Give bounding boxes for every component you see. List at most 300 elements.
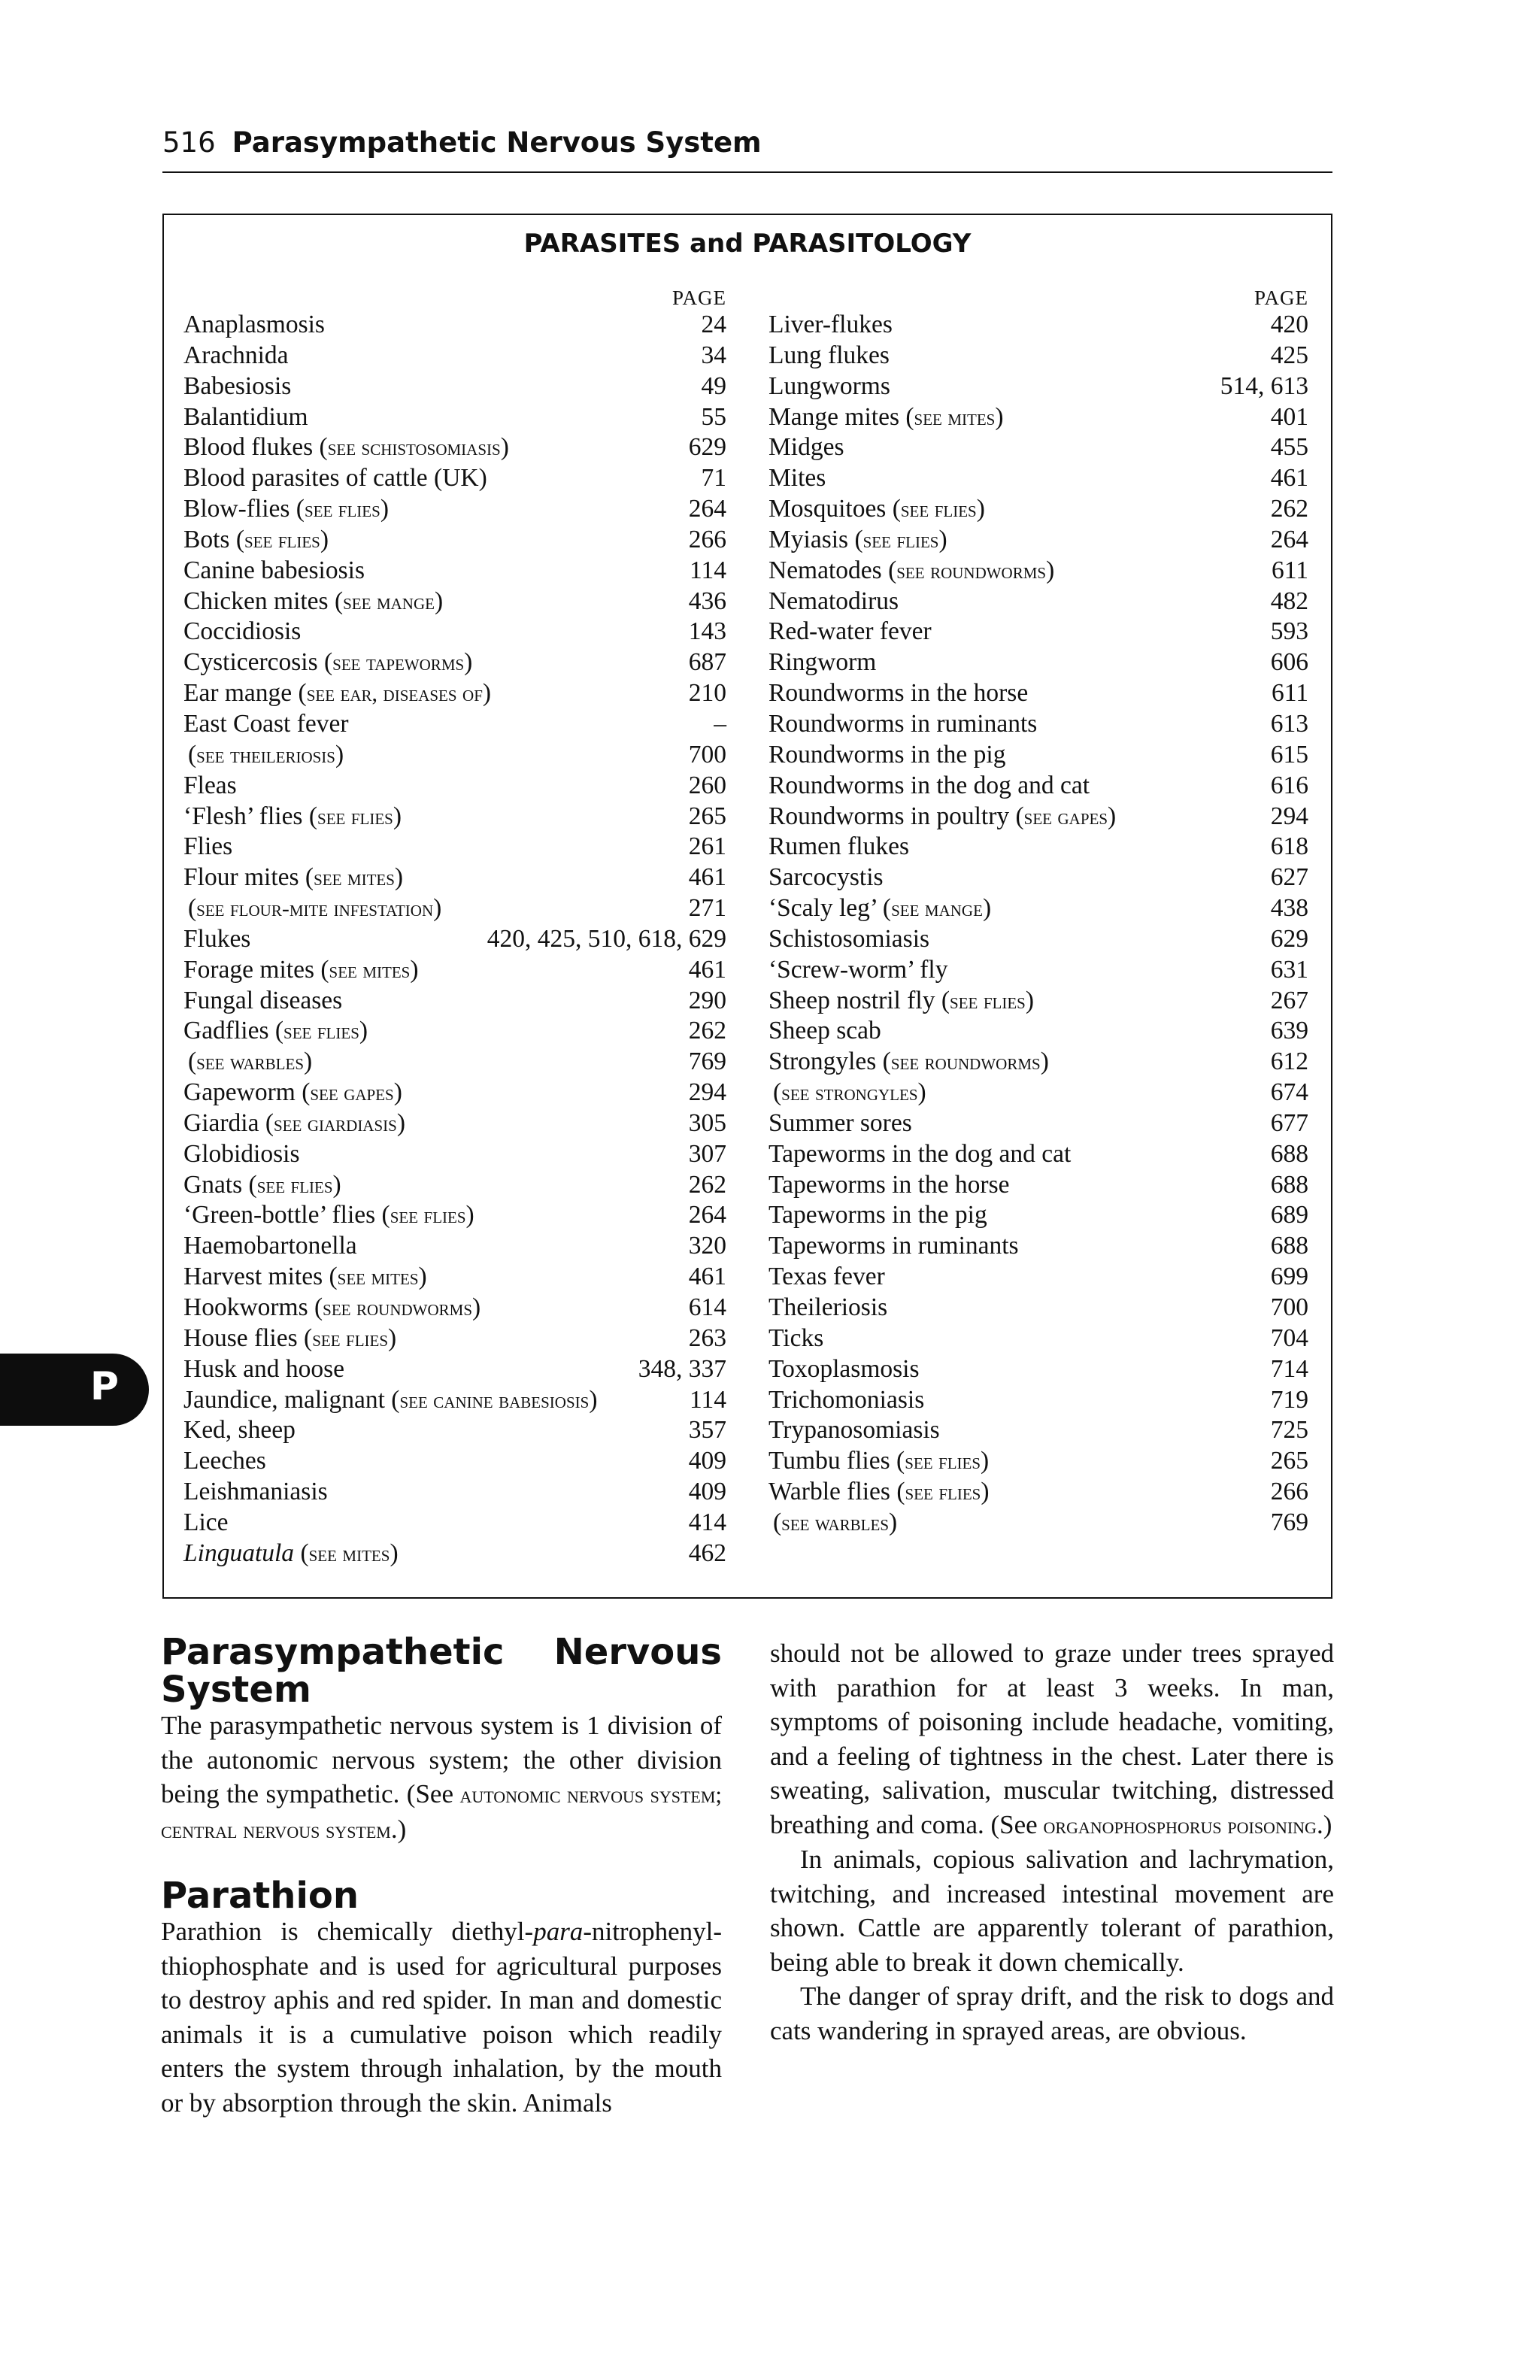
index-entry bbox=[768, 1385, 1308, 1416]
index-term: Ringworm bbox=[768, 648, 877, 677]
cross-reference: autonomic nervous system; central nervous system bbox=[161, 1781, 722, 1843]
index-entry bbox=[183, 1415, 726, 1446]
index-page-number: 631 bbox=[1270, 955, 1308, 984]
page-number: 516 bbox=[162, 126, 216, 159]
index-page-number: 611 bbox=[1271, 679, 1308, 708]
see-reference: see flies bbox=[304, 497, 380, 523]
index-term: Warble flies (see flies) bbox=[768, 1478, 990, 1506]
index-term: Gapeworm (see gapes) bbox=[183, 1078, 402, 1107]
index-term: Lice bbox=[183, 1508, 229, 1536]
see-reference: see warbles bbox=[196, 1050, 304, 1075]
index-term: Leeches bbox=[183, 1447, 266, 1475]
index-entry bbox=[183, 587, 726, 617]
index-entry bbox=[183, 1293, 726, 1323]
see-reference: see mange bbox=[891, 896, 983, 922]
index-term: Theileriosis bbox=[768, 1293, 888, 1321]
index-page-number: 700 bbox=[688, 740, 726, 769]
index-page-number: 271 bbox=[688, 894, 726, 923]
index-entry bbox=[183, 1385, 726, 1416]
index-page-number: 266 bbox=[1270, 1478, 1308, 1506]
index-entry bbox=[183, 986, 726, 1017]
see-reference: see canine babesiosis bbox=[399, 1387, 590, 1413]
index-term: Lung flukes bbox=[768, 341, 890, 369]
index-term: Flies bbox=[183, 832, 233, 861]
see-reference: see flies bbox=[900, 497, 977, 523]
index-page-number: 357 bbox=[688, 1416, 726, 1445]
index-entry bbox=[183, 1539, 726, 1569]
index-term: (see theileriosis) bbox=[188, 740, 344, 769]
index-page-number: 461 bbox=[688, 863, 726, 892]
index-entry bbox=[768, 1200, 1308, 1231]
see-reference: see flies bbox=[862, 527, 939, 553]
index-entry bbox=[183, 463, 726, 494]
index-entry bbox=[183, 1446, 726, 1477]
index-page-number: 462 bbox=[688, 1539, 726, 1567]
index-entry bbox=[183, 1078, 726, 1108]
see-reference: see theileriosis bbox=[196, 742, 335, 768]
index-entry bbox=[183, 341, 726, 371]
see-reference: see gapes bbox=[1023, 804, 1108, 829]
index-entry bbox=[183, 832, 726, 863]
article-paragraph: The danger of spray drift, and the risk to dogs and cats wandering in sprayed areas, are obvious. bbox=[770, 1981, 1334, 2045]
index-page-number: 71 bbox=[701, 464, 726, 493]
index-entry bbox=[768, 1016, 1308, 1047]
header-rule bbox=[162, 171, 1332, 173]
index-entry bbox=[768, 1108, 1308, 1139]
index-page-number: 674 bbox=[1270, 1078, 1308, 1107]
index-entry bbox=[183, 955, 726, 986]
index-term: Sheep scab bbox=[768, 1017, 881, 1045]
index-entry bbox=[183, 310, 726, 341]
index-page-number: 455 bbox=[1270, 433, 1308, 462]
index-term: Flour mites (see mites) bbox=[183, 863, 404, 892]
index-term: Tapeworms in the dog and cat bbox=[768, 1139, 1072, 1168]
see-reference: see giardiasis bbox=[273, 1111, 397, 1136]
article-body-parathion: Parathion is chemically diethyl-para-nitrophenyl-thiophosphate and is used for agricultural purposes to destroy aphis and red spider. In man and domestic animals it is a cumulative poison which readily enters the system through inhalation, by the mouth or by absorption through the skin. Animals bbox=[161, 1917, 722, 2118]
parasites-index-box bbox=[162, 214, 1332, 1599]
index-page-number: 307 bbox=[688, 1139, 726, 1168]
index-term: Anaplasmosis bbox=[183, 311, 325, 338]
index-page-number: 612 bbox=[1270, 1048, 1308, 1076]
index-page-number: 267 bbox=[1270, 986, 1308, 1014]
index-entry bbox=[768, 986, 1308, 1017]
index-term: Roundworms in the pig bbox=[768, 740, 1006, 769]
index-page-number: 700 bbox=[1270, 1293, 1308, 1321]
index-term: Myiasis (see flies) bbox=[768, 525, 947, 553]
index-term: Blow-flies (see flies) bbox=[183, 495, 389, 523]
index-page-number: 618 bbox=[1270, 832, 1308, 861]
index-page-number: 704 bbox=[1270, 1323, 1308, 1352]
index-entry bbox=[183, 863, 726, 893]
index-term: Mange mites (see mites) bbox=[768, 402, 1004, 431]
see-reference: see mites bbox=[308, 1541, 390, 1566]
index-page-number: 290 bbox=[688, 986, 726, 1014]
index-entry bbox=[183, 647, 726, 678]
index-term: ‘Green-bottle’ flies (see flies) bbox=[183, 1201, 474, 1229]
index-entry bbox=[183, 1477, 726, 1508]
index-term: Strongyles (see roundworms) bbox=[768, 1048, 1049, 1076]
see-reference: see roundworms bbox=[896, 558, 1047, 584]
index-term: Roundworms in poultry (see gapes) bbox=[768, 802, 1117, 830]
index-page-number: 616 bbox=[1270, 771, 1308, 799]
index-term: ‘Screw-worm’ fly bbox=[768, 955, 948, 984]
index-term: Globidiosis bbox=[183, 1139, 300, 1168]
index-term: Toxoplasmosis bbox=[768, 1354, 920, 1383]
index-page-number: 114 bbox=[689, 1385, 726, 1414]
index-term: Ear mange (see ear, diseases of) bbox=[183, 679, 492, 708]
index-entry bbox=[183, 1231, 726, 1262]
index-term: Texas fever bbox=[768, 1263, 885, 1291]
index-term: Linguatula (see mites) bbox=[183, 1539, 399, 1567]
index-term: Roundworms in ruminants bbox=[768, 709, 1038, 738]
index-term: Jaundice, malignant (see canine babesiosis) bbox=[183, 1385, 598, 1414]
index-page-number: 613 bbox=[1270, 709, 1308, 738]
see-reference: see roundworms bbox=[890, 1050, 1041, 1075]
index-entry bbox=[768, 1415, 1308, 1446]
index-entry bbox=[768, 647, 1308, 678]
index-term: ‘Flesh’ flies (see flies) bbox=[183, 802, 402, 830]
index-entry bbox=[768, 310, 1308, 341]
index-term: Rumen flukes bbox=[768, 832, 910, 861]
index-term: Forage mites (see mites) bbox=[183, 955, 419, 984]
see-reference: see roundworms bbox=[323, 1296, 473, 1320]
see-reference: see warbles bbox=[781, 1510, 889, 1536]
index-term: Haemobartonella bbox=[183, 1232, 357, 1260]
index-entry bbox=[768, 863, 1308, 893]
index-term: Tapeworms in the horse bbox=[768, 1170, 1010, 1199]
see-reference: see mites bbox=[914, 405, 996, 430]
index-entry bbox=[768, 1477, 1308, 1508]
index-term: Roundworms in the horse bbox=[768, 679, 1029, 708]
see-reference: see flies bbox=[317, 804, 393, 829]
article-column-left bbox=[161, 1633, 722, 2120]
index-term: Nematodes (see roundworms) bbox=[768, 556, 1055, 584]
index-term: Ticks bbox=[768, 1323, 824, 1352]
article-body-psns: The parasympathetic nervous system is 1 division of the autonomic nervous system; the other division being the sympathetic. (See autonomic nervous system; central nervous system.) bbox=[161, 1711, 722, 1844]
index-entry bbox=[768, 1293, 1308, 1323]
index-term: Gnats (see flies) bbox=[183, 1170, 341, 1199]
index-entry bbox=[768, 1508, 1308, 1539]
index-entry bbox=[183, 1200, 726, 1231]
index-page-number: 401 bbox=[1270, 402, 1308, 431]
index-term: Red-water fever bbox=[768, 617, 932, 646]
index-page-number: 611 bbox=[1271, 556, 1308, 584]
index-term: Sarcocystis bbox=[768, 863, 884, 892]
index-term: (see strongyles) bbox=[773, 1078, 926, 1107]
index-term: Gadflies (see flies) bbox=[183, 1017, 368, 1045]
index-page-number: 261 bbox=[688, 832, 726, 861]
index-page-number: 348, 337 bbox=[638, 1354, 726, 1383]
article-column-right bbox=[770, 1636, 1334, 2048]
index-page-number: 420, 425, 510, 618, 629 bbox=[487, 924, 726, 953]
article-heading-parathion: Parathion bbox=[161, 1875, 359, 1917]
index-page-number: 294 bbox=[688, 1078, 726, 1107]
index-term: House flies (see flies) bbox=[183, 1323, 397, 1352]
index-page-number: 409 bbox=[688, 1447, 726, 1475]
index-page-number: 482 bbox=[1270, 587, 1308, 615]
index-page-number: 461 bbox=[688, 1263, 726, 1291]
index-page-number: 265 bbox=[688, 802, 726, 830]
index-term: Cysticercosis (see tapeworms) bbox=[183, 648, 473, 677]
index-entry bbox=[768, 371, 1308, 402]
index-term: Flukes bbox=[183, 924, 251, 953]
index-page-number: 614 bbox=[688, 1293, 726, 1321]
index-term: Harvest mites (see mites) bbox=[183, 1263, 427, 1291]
index-entry bbox=[768, 341, 1308, 371]
page-column-header: PAGE bbox=[671, 287, 726, 309]
index-entry bbox=[183, 893, 726, 924]
article-heading-psns: Parasympathetic Nervous System bbox=[161, 1631, 722, 1711]
index-entry bbox=[768, 617, 1308, 647]
index-entry bbox=[183, 1047, 726, 1078]
index-term: Leishmaniasis bbox=[183, 1478, 328, 1506]
see-reference: see flour-mite infestation bbox=[196, 896, 434, 922]
index-page-number: 305 bbox=[688, 1108, 726, 1137]
index-entry bbox=[183, 1139, 726, 1170]
index-page-number: 725 bbox=[1270, 1416, 1308, 1445]
index-entry bbox=[768, 678, 1308, 709]
index-entry bbox=[768, 955, 1308, 986]
index-entry bbox=[183, 709, 726, 740]
index-entry bbox=[768, 1323, 1308, 1354]
index-entry bbox=[183, 1354, 726, 1385]
index-page-number: 627 bbox=[1270, 863, 1308, 892]
index-entry bbox=[183, 617, 726, 647]
index-page-number: 55 bbox=[701, 402, 726, 431]
index-term: Blood parasites of cattle (UK) bbox=[183, 464, 487, 493]
index-entry bbox=[183, 525, 726, 556]
index-page-number: 294 bbox=[1270, 802, 1308, 830]
index-term: Liver-flukes bbox=[768, 311, 893, 338]
index-page-number: 461 bbox=[688, 955, 726, 984]
see-reference: see flies bbox=[949, 988, 1026, 1014]
section-letter: P bbox=[89, 1364, 119, 1409]
index-entry bbox=[183, 1508, 726, 1539]
index-entry bbox=[768, 740, 1308, 771]
index-term: Husk and hoose bbox=[183, 1354, 345, 1383]
index-term: Sheep nostril fly (see flies) bbox=[768, 986, 1034, 1014]
index-entry bbox=[183, 494, 726, 525]
index-entry bbox=[768, 832, 1308, 863]
index-term: Schistosomiasis bbox=[768, 924, 930, 953]
index-page-number: 264 bbox=[688, 1201, 726, 1229]
index-term: Hookworms (see roundworms) bbox=[183, 1293, 481, 1321]
index-entry bbox=[183, 556, 726, 587]
index-entry bbox=[183, 1108, 726, 1139]
index-entry bbox=[768, 1078, 1308, 1108]
index-term: Nematodirus bbox=[768, 587, 899, 615]
index-entry bbox=[183, 678, 726, 709]
see-reference: see flies bbox=[283, 1019, 359, 1044]
index-term: Tapeworms in the pig bbox=[768, 1201, 987, 1229]
see-reference: see ear, diseases of bbox=[306, 681, 483, 707]
index-term: Tumbu flies (see flies) bbox=[768, 1447, 990, 1475]
index-entry bbox=[768, 432, 1308, 463]
see-reference: see flies bbox=[244, 527, 320, 553]
index-page-number: 34 bbox=[701, 341, 726, 369]
page-column-header: PAGE bbox=[1254, 287, 1308, 309]
index-column-left bbox=[183, 286, 726, 1569]
index-page-number: 262 bbox=[1270, 495, 1308, 523]
index-term: Ked, sheep bbox=[183, 1416, 296, 1445]
index-entry bbox=[183, 924, 726, 955]
index-term: Summer sores bbox=[768, 1108, 912, 1137]
index-page-number: 687 bbox=[688, 648, 726, 677]
index-page-number: 260 bbox=[688, 771, 726, 799]
cross-reference: organophosphorus poisoning bbox=[1037, 1812, 1317, 1839]
index-page-number: 425 bbox=[1270, 341, 1308, 369]
index-page-number: 629 bbox=[1270, 924, 1308, 953]
see-reference: see flies bbox=[390, 1203, 466, 1229]
index-entry bbox=[183, 1170, 726, 1201]
see-reference: see mites bbox=[329, 957, 411, 983]
index-page-number: 677 bbox=[1270, 1108, 1308, 1137]
index-term: Fungal diseases bbox=[183, 986, 343, 1014]
index-entry bbox=[768, 402, 1308, 433]
index-entry bbox=[768, 494, 1308, 525]
index-entry bbox=[183, 402, 726, 433]
index-page-number: – bbox=[714, 709, 726, 738]
index-page-number: 320 bbox=[688, 1232, 726, 1260]
index-entry bbox=[183, 771, 726, 802]
index-entry bbox=[768, 1262, 1308, 1293]
index-term: (see warbles) bbox=[188, 1048, 313, 1076]
index-page-number: 264 bbox=[688, 495, 726, 523]
see-reference: see mites bbox=[314, 866, 395, 891]
index-entry bbox=[768, 893, 1308, 924]
index-entry bbox=[768, 1446, 1308, 1477]
index-term: ‘Scaly leg’ (see mange) bbox=[768, 894, 992, 923]
index-term: Chicken mites (see mange) bbox=[183, 587, 444, 615]
index-page-number: 769 bbox=[1270, 1508, 1308, 1536]
index-box-title: PARASITES and PARASITOLOGY bbox=[523, 229, 972, 259]
index-page-number: 262 bbox=[688, 1017, 726, 1045]
index-page-number: 606 bbox=[1270, 648, 1308, 677]
index-page-number: 688 bbox=[1270, 1232, 1308, 1260]
index-page-number: 461 bbox=[1270, 464, 1308, 493]
index-term: Roundworms in the dog and cat bbox=[768, 771, 1090, 799]
index-entry bbox=[183, 1323, 726, 1354]
index-entry bbox=[768, 525, 1308, 556]
index-entry bbox=[183, 371, 726, 402]
index-entry bbox=[768, 1231, 1308, 1262]
index-page-number: 409 bbox=[688, 1478, 726, 1506]
index-term: Canine babesiosis bbox=[183, 556, 365, 584]
index-page-number: 265 bbox=[1270, 1447, 1308, 1475]
see-reference: see flies bbox=[905, 1449, 981, 1475]
index-entry bbox=[768, 771, 1308, 802]
see-reference: see tapeworms bbox=[332, 650, 465, 676]
article-body-parathion-continued: should not be allowed to graze under trees sprayed with parathion for at least 3 weeks. In man, symptoms of poisoning include headache, vomiting, and a feeling of tightness in the chest. Later there is sweating, salivation, muscular twitching, distressed breathing and coma. (See organophosphorus poisoning.) bbox=[770, 1639, 1334, 1839]
index-page-number: 262 bbox=[688, 1170, 726, 1199]
index-entry bbox=[183, 740, 726, 771]
index-term: Babesiosis bbox=[183, 371, 292, 400]
index-page-number: 143 bbox=[688, 617, 726, 646]
index-page-number: 438 bbox=[1270, 894, 1308, 923]
index-entry bbox=[183, 1262, 726, 1293]
index-page-number: 699 bbox=[1270, 1263, 1308, 1291]
index-term: Trichomoniasis bbox=[768, 1385, 925, 1414]
see-reference: see gapes bbox=[310, 1081, 394, 1106]
index-page-number: 514, 613 bbox=[1220, 371, 1308, 400]
index-page-number: 629 bbox=[688, 433, 726, 462]
running-head bbox=[162, 126, 1332, 159]
index-page-number: 210 bbox=[688, 679, 726, 708]
article-paragraph: In animals, copious salivation and lachrymation, twitching, and increased intestinal movement are shown. Cattle are apparently tolerant of parathion, being able to break it down chemically. bbox=[770, 1845, 1334, 1977]
index-term: Fleas bbox=[183, 771, 237, 799]
index-page-number: 688 bbox=[1270, 1170, 1308, 1199]
index-page-number: 49 bbox=[701, 371, 726, 400]
index-page-number: 714 bbox=[1270, 1354, 1308, 1383]
index-entry bbox=[768, 924, 1308, 955]
index-page-number: 593 bbox=[1270, 617, 1308, 646]
index-entry bbox=[768, 1139, 1308, 1170]
index-entry bbox=[768, 1170, 1308, 1201]
see-reference: see strongyles bbox=[781, 1081, 918, 1106]
index-entry bbox=[768, 587, 1308, 617]
index-entry bbox=[768, 463, 1308, 494]
index-page-number: 266 bbox=[688, 525, 726, 553]
index-term: Balantidium bbox=[183, 402, 308, 431]
index-term: Tapeworms in ruminants bbox=[768, 1232, 1019, 1260]
index-entry bbox=[768, 556, 1308, 587]
index-page-number: 688 bbox=[1270, 1139, 1308, 1168]
index-term: Trypanosomiasis bbox=[768, 1416, 940, 1445]
index-term: Arachnida bbox=[183, 341, 289, 369]
index-entry bbox=[183, 802, 726, 832]
index-column-right bbox=[768, 286, 1308, 1539]
see-reference: see flies bbox=[905, 1480, 981, 1505]
index-term: Mites bbox=[768, 464, 826, 493]
index-term: Giardia (see giardiasis) bbox=[183, 1108, 405, 1137]
index-page-number: 615 bbox=[1270, 740, 1308, 769]
index-page-number: 24 bbox=[701, 311, 726, 338]
index-term: Blood flukes (see schistosomiasis) bbox=[183, 433, 509, 462]
index-page-number: 639 bbox=[1270, 1017, 1308, 1045]
index-term: Lungworms bbox=[768, 371, 890, 400]
section-thumb-tab bbox=[0, 1354, 149, 1426]
index-page-number: 263 bbox=[688, 1323, 726, 1352]
index-term: Coccidiosis bbox=[183, 617, 302, 646]
index-page-number: 264 bbox=[1270, 525, 1308, 553]
running-head-title: Parasympathetic Nervous System bbox=[232, 126, 762, 159]
index-page-number: 719 bbox=[1270, 1385, 1308, 1414]
see-reference: see mites bbox=[337, 1265, 419, 1290]
index-page-number: 769 bbox=[688, 1048, 726, 1076]
index-term: Bots (see flies) bbox=[183, 525, 329, 553]
index-entry bbox=[183, 432, 726, 463]
see-reference: see flies bbox=[312, 1326, 389, 1351]
index-entry bbox=[768, 802, 1308, 832]
index-entry bbox=[768, 1047, 1308, 1078]
see-reference: see schistosomiasis bbox=[327, 435, 501, 461]
index-page-number: 689 bbox=[1270, 1201, 1308, 1229]
index-term: Midges bbox=[768, 433, 844, 462]
index-term: (see flour-mite infestation) bbox=[188, 894, 442, 923]
index-term: East Coast fever bbox=[183, 709, 349, 738]
index-page-number: 414 bbox=[688, 1508, 726, 1536]
index-term: (see warbles) bbox=[773, 1508, 898, 1536]
see-reference: see mange bbox=[343, 589, 435, 614]
index-entry bbox=[768, 709, 1308, 740]
index-entry bbox=[183, 1016, 726, 1047]
index-page-number: 114 bbox=[689, 556, 726, 584]
index-page-number: 420 bbox=[1270, 311, 1308, 338]
index-term: Mosquitoes (see flies) bbox=[768, 495, 985, 523]
see-reference: see flies bbox=[256, 1172, 333, 1198]
index-page-number: 436 bbox=[688, 587, 726, 615]
index-entry bbox=[768, 1354, 1308, 1385]
